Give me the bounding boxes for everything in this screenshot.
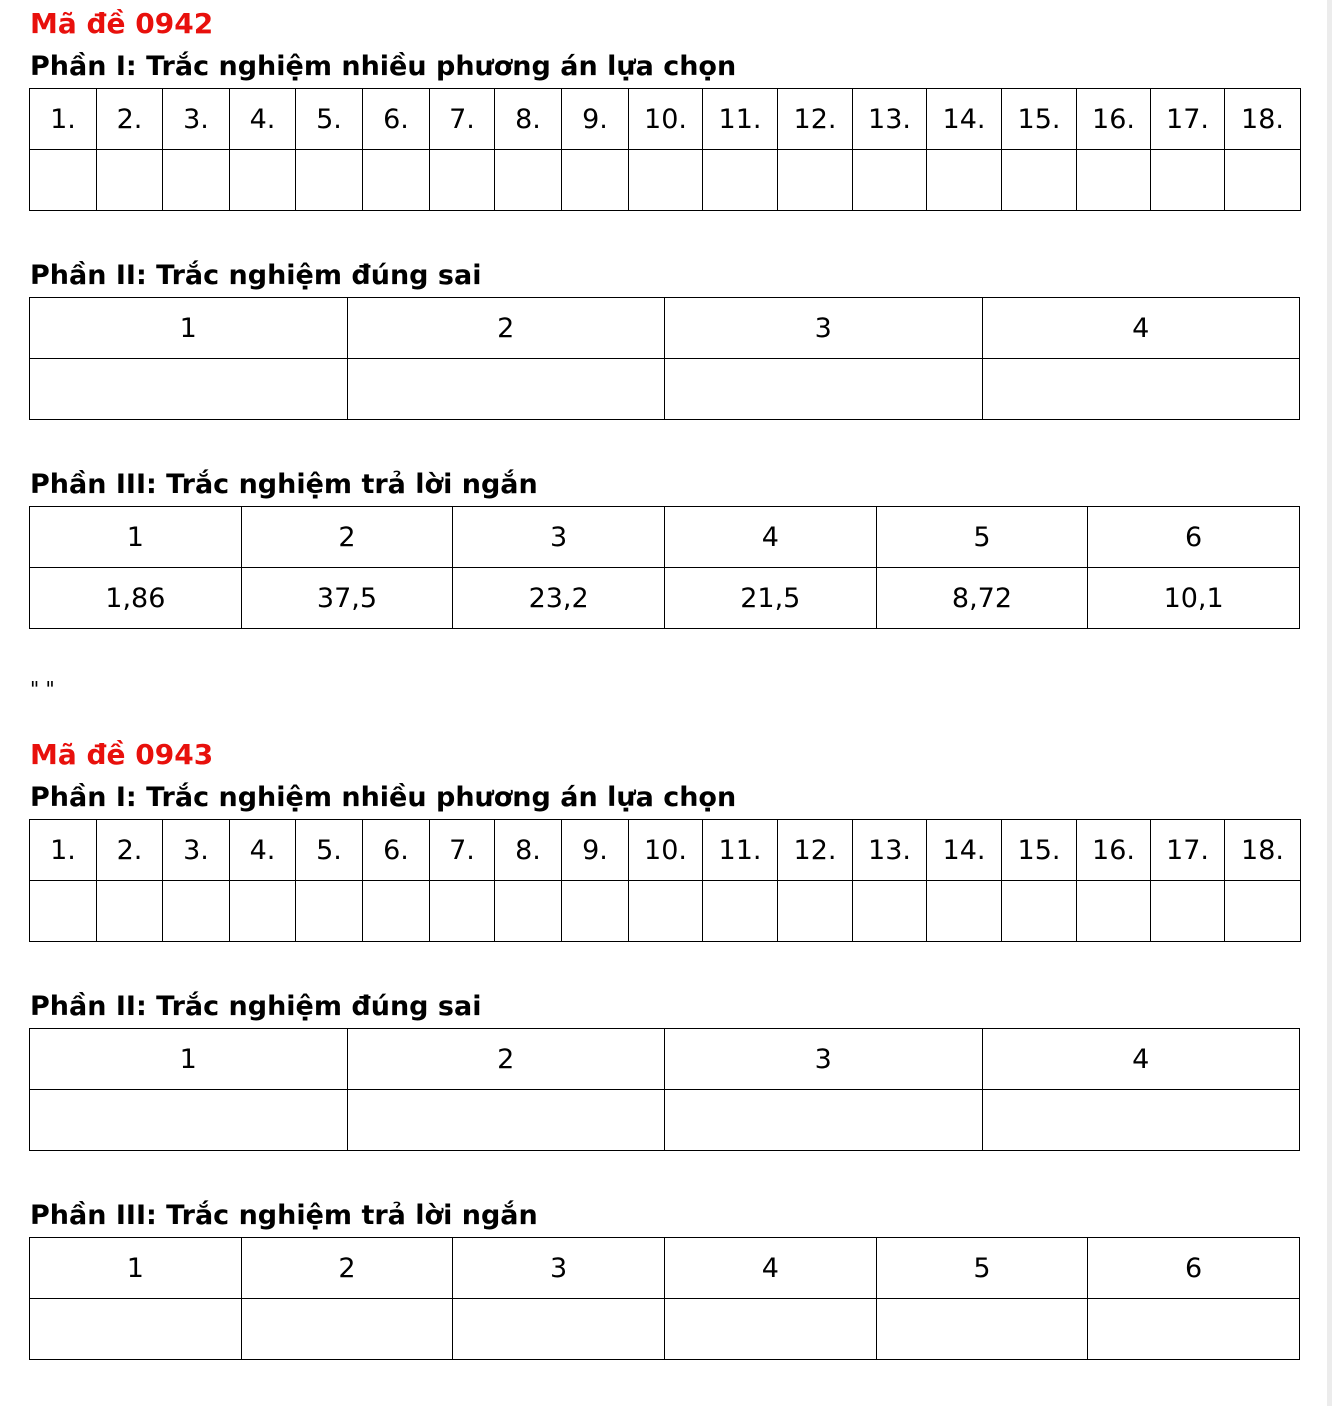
answer-cell	[430, 150, 495, 211]
answer-row	[30, 1299, 1300, 1360]
answer-cell	[363, 881, 430, 942]
answer-cell	[241, 1299, 453, 1360]
answer-cell: 21,5	[664, 568, 876, 629]
question-number-cell: 3	[453, 507, 665, 568]
question-number-cell: 1.	[30, 89, 97, 150]
answer-cell	[347, 1090, 665, 1151]
question-number-cell: 8.	[495, 820, 562, 881]
answer-cell	[629, 881, 703, 942]
answer-cell	[703, 881, 778, 942]
answer-cell	[927, 881, 1002, 942]
answer-cell	[347, 359, 665, 420]
question-number-cell: 2	[347, 298, 665, 359]
question-number-cell: 3	[453, 1238, 665, 1299]
answer-cell	[30, 1090, 348, 1151]
question-number-row	[30, 1238, 1300, 1299]
answer-cell	[363, 150, 430, 211]
answer-cell	[1225, 881, 1301, 942]
answer-cell	[1151, 881, 1225, 942]
question-number-cell: 17.	[1151, 820, 1225, 881]
question-number-cell: 7.	[430, 89, 495, 150]
question-number-row	[30, 298, 1300, 359]
question-number-cell: 4.	[230, 89, 296, 150]
answer-cell: 10,1	[1088, 568, 1300, 629]
part3-title: Phần III: Trắc nghiệm trả lời ngắn	[30, 1200, 538, 1231]
question-number-cell: 5	[876, 1238, 1088, 1299]
answer-cell	[495, 881, 562, 942]
answer-cell	[853, 150, 927, 211]
part2-answer-table	[29, 1028, 1300, 1151]
scrollbar-track[interactable]	[1327, 0, 1332, 1406]
separator-text: " "	[30, 677, 55, 701]
question-number-row	[30, 1029, 1300, 1090]
answer-cell	[163, 881, 230, 942]
question-number-cell: 1	[30, 298, 348, 359]
answer-cell	[296, 881, 363, 942]
answer-cell	[927, 150, 1002, 211]
answer-row	[30, 359, 1300, 420]
question-number-cell: 15.	[1002, 89, 1077, 150]
answer-cell	[982, 359, 1300, 420]
question-number-cell: 3.	[163, 89, 230, 150]
question-number-cell: 2	[347, 1029, 665, 1090]
answer-cell	[562, 881, 629, 942]
answer-row	[30, 881, 1301, 942]
question-number-cell: 7.	[430, 820, 495, 881]
answer-cell	[453, 1299, 665, 1360]
answer-cell	[778, 150, 853, 211]
answer-cell	[665, 1090, 983, 1151]
part3-answer-table	[29, 506, 1300, 629]
answer-cell	[1077, 150, 1151, 211]
question-number-cell: 2	[241, 507, 453, 568]
answer-cell: 1,86	[30, 568, 242, 629]
question-number-cell: 1	[30, 507, 242, 568]
question-number-cell: 4	[664, 507, 876, 568]
answer-cell	[30, 881, 97, 942]
question-number-cell: 10.	[629, 89, 703, 150]
part2-answer-table	[29, 297, 1300, 420]
answer-cell	[982, 1090, 1300, 1151]
answer-cell	[430, 881, 495, 942]
question-number-cell: 18.	[1225, 89, 1301, 150]
question-number-cell: 4	[982, 298, 1300, 359]
question-number-cell: 13.	[853, 89, 927, 150]
exam-code-title: Mã đề 0943	[30, 738, 214, 771]
question-number-cell: 1.	[30, 820, 97, 881]
answer-cell	[1077, 881, 1151, 942]
question-number-cell: 6	[1088, 1238, 1300, 1299]
question-number-cell: 4.	[230, 820, 296, 881]
question-number-cell: 13.	[853, 820, 927, 881]
question-number-cell: 2.	[97, 820, 163, 881]
question-number-cell: 2.	[97, 89, 163, 150]
answer-cell	[163, 150, 230, 211]
question-number-cell: 8.	[495, 89, 562, 150]
answer-cell	[30, 359, 348, 420]
question-number-cell: 6	[1088, 507, 1300, 568]
question-number-cell: 6.	[363, 820, 430, 881]
question-number-cell: 9.	[562, 820, 629, 881]
question-number-cell: 1	[30, 1238, 242, 1299]
question-number-cell: 14.	[927, 89, 1002, 150]
question-number-cell: 11.	[703, 89, 778, 150]
part2-title: Phần II: Trắc nghiệm đúng sai	[30, 991, 482, 1022]
answer-cell	[778, 881, 853, 942]
exam-code-title: Mã đề 0942	[30, 7, 214, 40]
part3-answer-table	[29, 1237, 1300, 1360]
question-number-cell: 5.	[296, 89, 363, 150]
answer-cell	[1002, 150, 1077, 211]
question-number-cell: 10.	[629, 820, 703, 881]
question-number-cell: 15.	[1002, 820, 1077, 881]
answer-cell	[703, 150, 778, 211]
answer-cell	[1151, 150, 1225, 211]
answer-cell: 23,2	[453, 568, 665, 629]
question-number-cell: 16.	[1077, 820, 1151, 881]
question-number-cell: 4	[664, 1238, 876, 1299]
answer-cell	[30, 150, 97, 211]
question-number-cell: 11.	[703, 820, 778, 881]
question-number-cell: 5	[876, 507, 1088, 568]
answer-row	[30, 150, 1301, 211]
answer-cell	[495, 150, 562, 211]
part1-answer-table	[29, 88, 1301, 211]
question-number-cell: 12.	[778, 89, 853, 150]
question-number-cell: 1	[30, 1029, 348, 1090]
part2-title: Phần II: Trắc nghiệm đúng sai	[30, 260, 482, 291]
answer-cell	[562, 150, 629, 211]
part3-title: Phần III: Trắc nghiệm trả lời ngắn	[30, 469, 538, 500]
answer-row	[30, 568, 1300, 629]
answer-cell	[30, 1299, 242, 1360]
part1-title: Phần I: Trắc nghiệm nhiều phương án lựa chọn	[30, 782, 737, 813]
answer-cell	[230, 881, 296, 942]
part1-answer-table	[29, 819, 1301, 942]
answer-cell	[97, 150, 163, 211]
question-number-cell: 3	[665, 298, 983, 359]
answer-cell	[664, 1299, 876, 1360]
answer-cell	[97, 881, 163, 942]
part1-title: Phần I: Trắc nghiệm nhiều phương án lựa chọn	[30, 51, 737, 82]
question-number-cell: 4	[982, 1029, 1300, 1090]
answer-cell	[296, 150, 363, 211]
question-number-cell: 3	[665, 1029, 983, 1090]
question-number-cell: 17.	[1151, 89, 1225, 150]
question-number-cell: 9.	[562, 89, 629, 150]
answer-cell: 37,5	[241, 568, 453, 629]
question-number-cell: 5.	[296, 820, 363, 881]
answer-cell	[230, 150, 296, 211]
answer-cell	[665, 359, 983, 420]
question-number-cell: 18.	[1225, 820, 1301, 881]
question-number-cell: 16.	[1077, 89, 1151, 150]
answer-cell	[1088, 1299, 1300, 1360]
answer-cell: 8,72	[876, 568, 1088, 629]
question-number-cell: 14.	[927, 820, 1002, 881]
question-number-cell: 2	[241, 1238, 453, 1299]
answer-cell	[629, 150, 703, 211]
question-number-cell: 3.	[163, 820, 230, 881]
question-number-cell: 12.	[778, 820, 853, 881]
question-number-cell: 6.	[363, 89, 430, 150]
answer-cell	[853, 881, 927, 942]
answer-cell	[1225, 150, 1301, 211]
question-number-row	[30, 820, 1301, 881]
answer-row	[30, 1090, 1300, 1151]
question-number-row	[30, 507, 1300, 568]
answer-cell	[876, 1299, 1088, 1360]
question-number-row	[30, 89, 1301, 150]
answer-cell	[1002, 881, 1077, 942]
